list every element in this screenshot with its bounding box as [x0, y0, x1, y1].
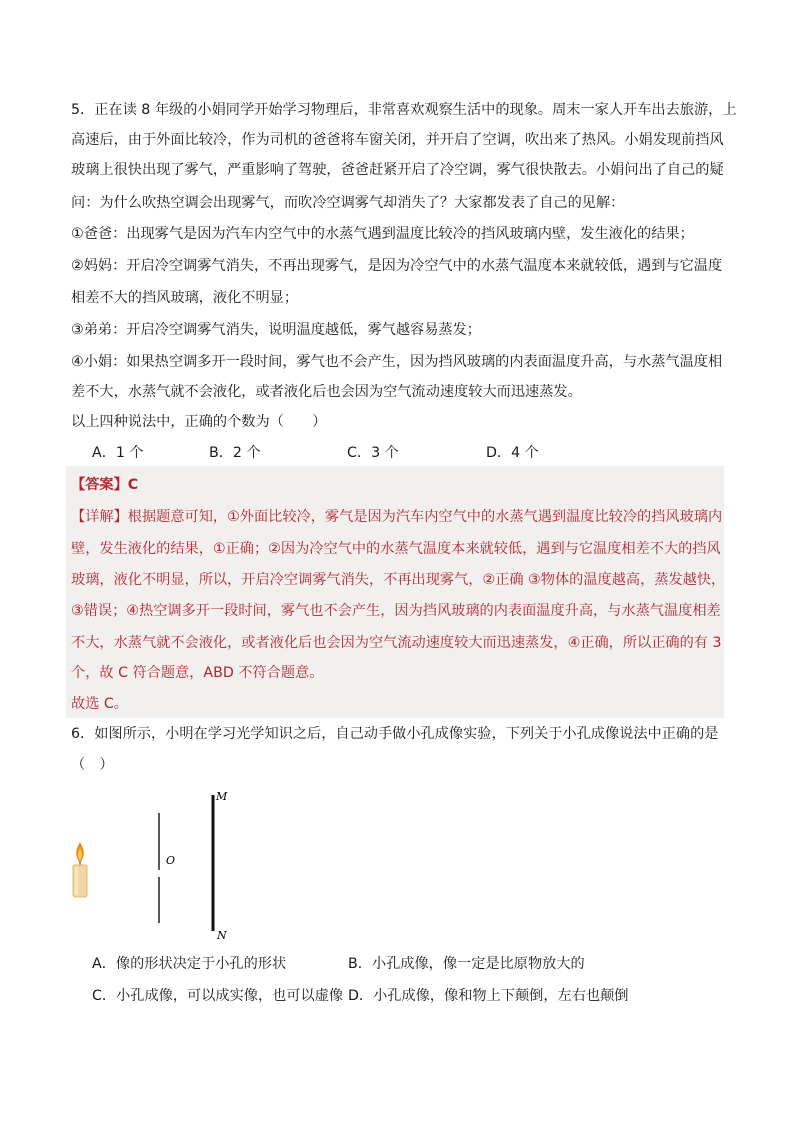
answer-detail-line-5: 不大，水蒸气就不会液化，或者液化后也会因为空气流动速度较大而迅速蒸发，④正确，所以正确的有 3	[71, 635, 722, 651]
answer-label: 【答案】C	[71, 477, 139, 493]
q5-statement-3: ③弟弟：开启冷空调雾气消失，说明温度越低，雾气越容易蒸发；	[71, 322, 481, 338]
q6-line-1: 6．如图所示，小明在学习光学知识之后，自己动手做小孔成像实验，下列关于小孔成像说法中正确的是	[71, 726, 719, 742]
label-m: M	[216, 790, 228, 803]
answer-detail-line-2: 壁，发生液化的结果，①正确；②因为冷空气中的水蒸气温度本来就较低，遇到与它温度相差不大的挡风	[71, 541, 721, 557]
answer-detail-line-4: ③错误；④热空调多开一段时间，雾气也不会产生，因为挡风玻璃的内表面温度升高，与水蒸气温度相差	[71, 603, 721, 619]
q5-statement-2: ②妈妈：开启冷空调雾气消失，不再出现雾气，是因为冷空气中的水蒸气温度本来就较低，遇到与它温度	[71, 258, 723, 274]
q5-line-1: 5．正在读 8 年级的小娟同学开始学习物理后，非常喜欢观察生活中的现象。周末一家人开车出去旅游，上	[71, 102, 737, 118]
label-o: O	[166, 854, 176, 867]
answer-detail-line-3: 玻璃，液化不明显，所以，开启冷空调雾气消失，不再出现雾气，②正确 ③物体的温度越高，蒸发越快，	[71, 572, 726, 588]
q5-line-2: 高速后，由于外面比较冷，作为司机的爸爸将车窗关闭，并开启了空调，吹出来了热风。小娟发现前挡风	[71, 132, 724, 148]
q5-option-c: C．3 个	[347, 445, 399, 461]
q5-statement-4: ④小娟：如果热空调多开一段时间，雾气也不会产生，因为挡风玻璃的内表面温度升高，与水蒸气温度相	[71, 354, 723, 370]
candle-icon	[73, 842, 87, 897]
label-n: N	[217, 929, 227, 942]
q5-question-prompt: 以上四种说法中，正确的个数为（ ）	[71, 414, 327, 430]
answer-conclusion: 故选 C。	[71, 696, 128, 712]
pinhole-diagram	[60, 785, 260, 945]
q5-line-4: 问：为什么吹热空调会出现雾气，而吹冷空调雾气却消失了？大家都发表了自己的见解：	[71, 195, 625, 211]
q6-line-2: （ ）	[71, 757, 114, 773]
q6-option-a: A．像的形状决定于小孔的形状	[92, 956, 287, 972]
q5-option-b: B．2 个	[209, 445, 261, 461]
q5-statement-1: ①爸爸：出现雾气是因为汽车内空气中的水蒸气遇到温度比较冷的挡风玻璃内壁，发生液化的结果；	[71, 226, 694, 242]
q5-line-3: 玻璃上很快出现了雾气，严重影响了驾驶，爸爸赶紧开启了冷空调，雾气很快散去。小娟问出了自己的疑	[71, 162, 724, 178]
q5-option-a: A．1 个	[92, 445, 144, 461]
q5-statement-4-cont: 差不大，水蒸气就不会液化，或者液化后也会因为空气流动速度较大而迅速蒸发。	[71, 384, 582, 400]
answer-detail-line-6: 个，故 C 符合题意，ABD 不符合题意。	[71, 665, 324, 681]
q6-option-b: B．小孔成像，像一定是比原物放大的	[348, 956, 585, 972]
q5-statement-2-cont: 相差不大的挡风玻璃，液化不明显；	[71, 290, 299, 306]
q6-option-d: D．小孔成像，像和物上下颠倒，左右也颠倒	[348, 988, 629, 1004]
q5-option-d: D．4 个	[486, 445, 539, 461]
q6-option-c: C．小孔成像，可以成实像，也可以虚像	[92, 988, 344, 1004]
answer-detail-line-1: 【详解】根据题意可知，①外面比较冷，雾气是因为汽车内空气中的水蒸气遇到温度比较冷的挡风玻璃内	[71, 509, 723, 525]
